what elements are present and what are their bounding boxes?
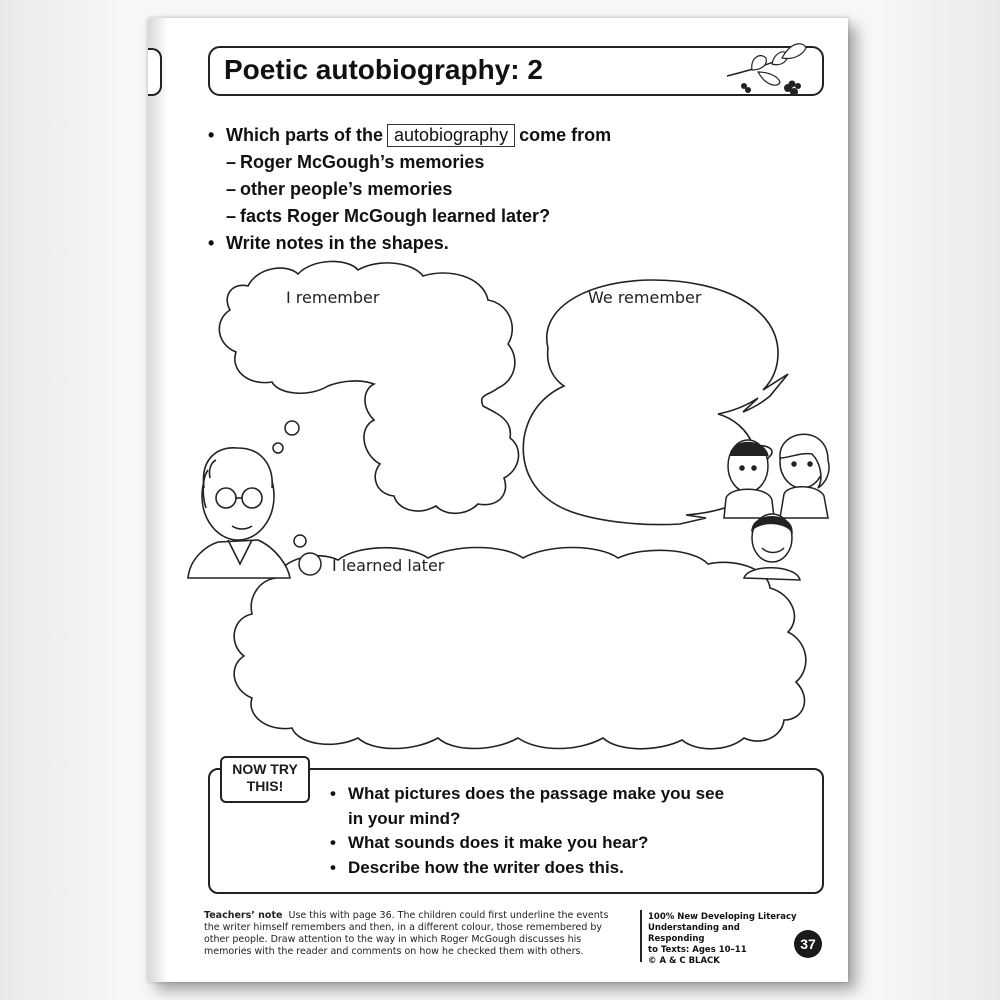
man-glasses-illustration [188,448,290,578]
footer-divider [640,910,642,962]
now-item-2: • What sounds does it make you hear? [330,831,800,856]
i-learned-later-label: I learned later [332,556,445,575]
page-number: 37 [794,930,822,958]
instruction-sub1: – Roger McGough’s memories [226,152,485,172]
bullet-icon: • [330,784,336,803]
now-item-1-cont: in your mind? [348,808,461,828]
publisher-info: 100% New Developing Literacy Understanding and Responding to Texts: Ages 10–11 © A & C BLACK [648,912,797,966]
i-remember-label: I remember [286,288,380,307]
learned-later-cloud [234,548,806,749]
bullet-icon: • [208,233,215,253]
bullet-icon: • [208,125,215,145]
now-item-1: • What pictures does the passage make you see [330,782,800,807]
man-smiling-illustration [744,514,800,580]
instruction-q2: • Write notes in the shapes. [208,230,808,257]
bullet-icon: • [330,833,336,852]
page-title: Poetic autobiography: 2 [224,54,543,85]
we-remember-label: We remember [588,288,702,307]
instruction-q1: • Which parts of the autobiography come from [208,122,808,149]
teachers-note: Teachers’ note Use this with page 36. The children could first underline the events the writer himself remembers and then, in a different colour, those remembered by other people. Draw attention to the way in which Roger McGough discusses his memories with the reader and comments on how he checked them with others. [204,910,609,957]
couple-illustration [724,434,829,518]
now-try-this-tab: NOW TRY THIS! [220,756,310,803]
worksheet-page [148,18,848,982]
instruction-sub3: – facts Roger McGough learned later? [226,206,551,226]
now-item-3: • Describe how the writer does this. [330,856,800,881]
now-try-this-items [330,782,800,880]
boxed-word: autobiography [387,124,515,147]
bullet-icon: • [330,857,336,877]
instruction-sub2: – other people’s memories [226,179,453,199]
